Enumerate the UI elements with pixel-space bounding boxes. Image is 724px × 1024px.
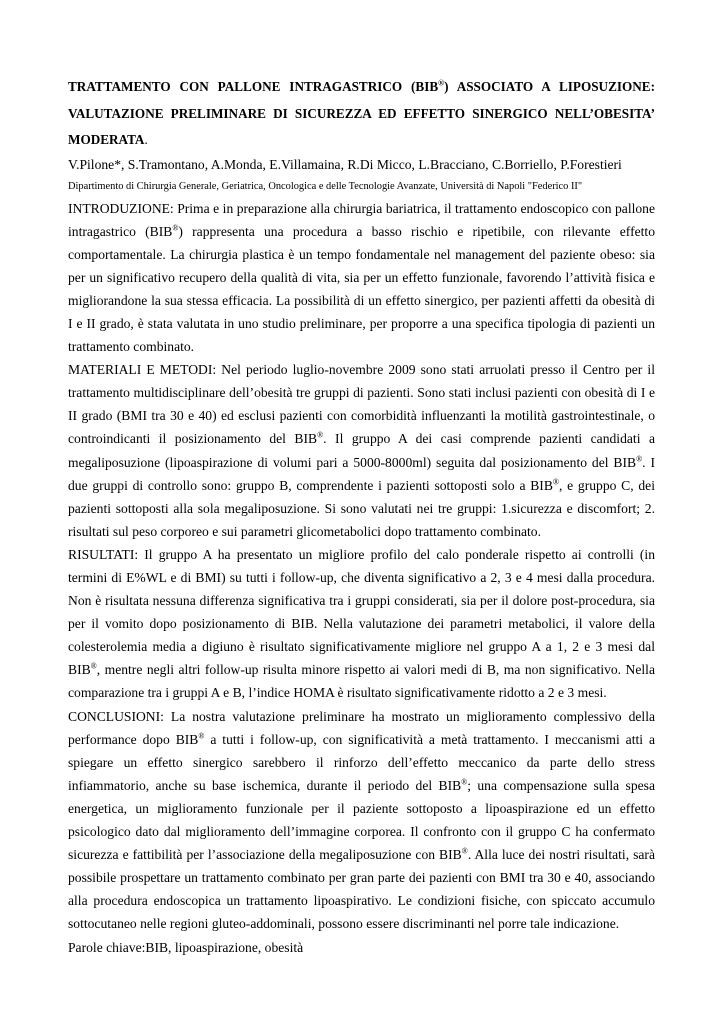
methods-text: , e gruppo C, dei pazienti sottoposti alla sola megaliposuzione. Si sono valutati nei tre gruppi: 1.sicurezza e discomfort; 2. risultati sul peso corporeo e sui parametri glicometabolici dopo trattamento combinato. (68, 477, 655, 539)
section-results (68, 543, 655, 705)
section-introduction (68, 197, 655, 359)
registered-mark: ® (198, 731, 205, 741)
registered-mark: ® (461, 777, 468, 787)
title-period: . (144, 132, 148, 147)
registered-mark: ® (461, 846, 468, 856)
methods-text: MATERIALI E METODI: Nel periodo luglio-novembre 2009 sono stati arruolati presso il Centro per il trattamento multidisciplinare dell’obesità tre gruppi di pazienti. Sono stati inclusi pazienti con obesità di I e II grado (BMI tra 30 e 40) ed esclusi pazienti con comorbidità influenzanti la motilità gastrointestinale, o controindicanti il posizionamento del BIB (68, 362, 655, 447)
conclusions-text: CONCLUSIONI: La nostra valutazione preliminare ha mostrato un miglioramento complessivo della performance dopo BIB (68, 708, 655, 747)
registered-mark: ® (438, 78, 445, 88)
registered-mark: ® (552, 477, 559, 487)
results-text: , mentre negli altri follow-up risulta minore rispetto ai valori medi di B, ma non significativo. Nella comparazione tra i gruppi A e B, l’indice HOMA è risultato significativamente ridotto a 2 e 3 mesi. (68, 662, 655, 701)
intro-text: INTRODUZIONE: Prima e in preparazione alla chirurgia bariatrica, il trattamento endoscopico con pallone intragastrico (BIB (68, 200, 655, 239)
registered-mark: ® (636, 454, 643, 463)
paper-title (68, 74, 655, 154)
conclusions-text: a tutti i follow-up, con significatività a metà trattamento. I meccanismi atti a spiegare un effetto sinergico sarebbero il rinforzo dell’effetto meccanico da parte dello stress infiammatorio, anche su base ischemica, durante il periodo del BIB (68, 731, 655, 793)
intro-text: ) rappresenta una procedura a basso rischio e ripetibile, con rilevante effetto comportamentale. La chirurgia plastica è un tempo fondamentale nel management del paziente obeso: sia per un significativo recupero della qualità di vita, sia per un effetto funzionale, favorendo l’attività fisica e migliorandone la sua stessa efficacia. La possibilità di un effetto sinergico, per pazienti affetti da obesità di I e II grado, è stata valutata in uno studio preliminare, per proporre a una specifica tipologia di pazienti un trattamento combinato. (68, 223, 656, 355)
conclusions-text: . Alla luce dei nostri risultati, sarà possibile prospettare un trattamento combinato per gran parte dei pazienti con BMI tra 30 e 40, associando alla procedura endoscopica un trattamento lipoaspirativo. Le condizioni fisiche, con spiccato accumulo sottocutaneo nelle regioni gluteo-addominali, possono essere discriminanti nel porre tale indicazione. (68, 847, 655, 932)
abstract-page (68, 74, 655, 959)
author-list: V.Pilone*, S.Tramontano, A.Monda, E.Villamaina, R.Di Micco, L.Bracciano, C.Borriello, P.Forestieri (68, 156, 622, 172)
keywords: Parole chiave:BIB, lipoaspirazione, obesità (68, 939, 304, 955)
registered-mark: ® (90, 661, 97, 671)
registered-mark: ® (317, 430, 324, 440)
registered-mark: ® (172, 223, 179, 233)
section-conclusions (68, 705, 655, 936)
title-text: ) ASSOCIATO A LIPOSUZIONE: VALUTAZIONE PRELIMINARE DI SICUREZZA ED EFFETTO SINERGICO NELL’OBESITA’ MODERATA (68, 79, 655, 147)
affiliation: Dipartimento di Chirurgia Generale, Geriatrica, Oncologica e delle Tecnologie Avanzate, Università di Napoli "Federico II" (68, 180, 583, 192)
methods-text: . I due gruppi di controllo sono: gruppo B, comprendente i pazienti sottoposti solo a BIB (68, 454, 655, 493)
conclusions-text: ; una compensazione sulla spesa energetica, un miglioramento funzionale per il paziente sottoposto a lipoaspirazione ed un effetto psicologico dato dal miglioramento dell’immagine corporea. Il confronto con il gruppo C ha confermato sicurezza e fattibilità per l’associazione della megaliposuzione con BIB (68, 777, 655, 863)
title-text: TRATTAMENTO CON PALLONE INTRAGASTRICO (BIB (68, 79, 439, 94)
methods-text: . Il gruppo A dei casi comprende pazienti candidati a megaliposuzione (lipoaspirazione di volumi pari a 5000-8000ml) seguita dal posizionamento del BIB (68, 431, 655, 470)
section-methods (68, 358, 655, 543)
results-text: RISULTATI: Il gruppo A ha presentato un migliore profilo del calo ponderale rispetto ai controlli (in termini di E%WL e di BMI) su tutti i follow-up, che diventa significativo a 2, 3 e 4 mesi dalla procedura. Non è risultata nessuna differenza significativa tra i gruppi considerati, sia per il dolore post-procedura, sia per il vomito dopo posizionamento di BIB. Nella valutazione dei parametri metabolici, il valore della colesterolemia media a digiuno è risultato significativamente migliore nel gruppo A a 1, 2 e 3 mesi dal BIB (68, 546, 655, 678)
